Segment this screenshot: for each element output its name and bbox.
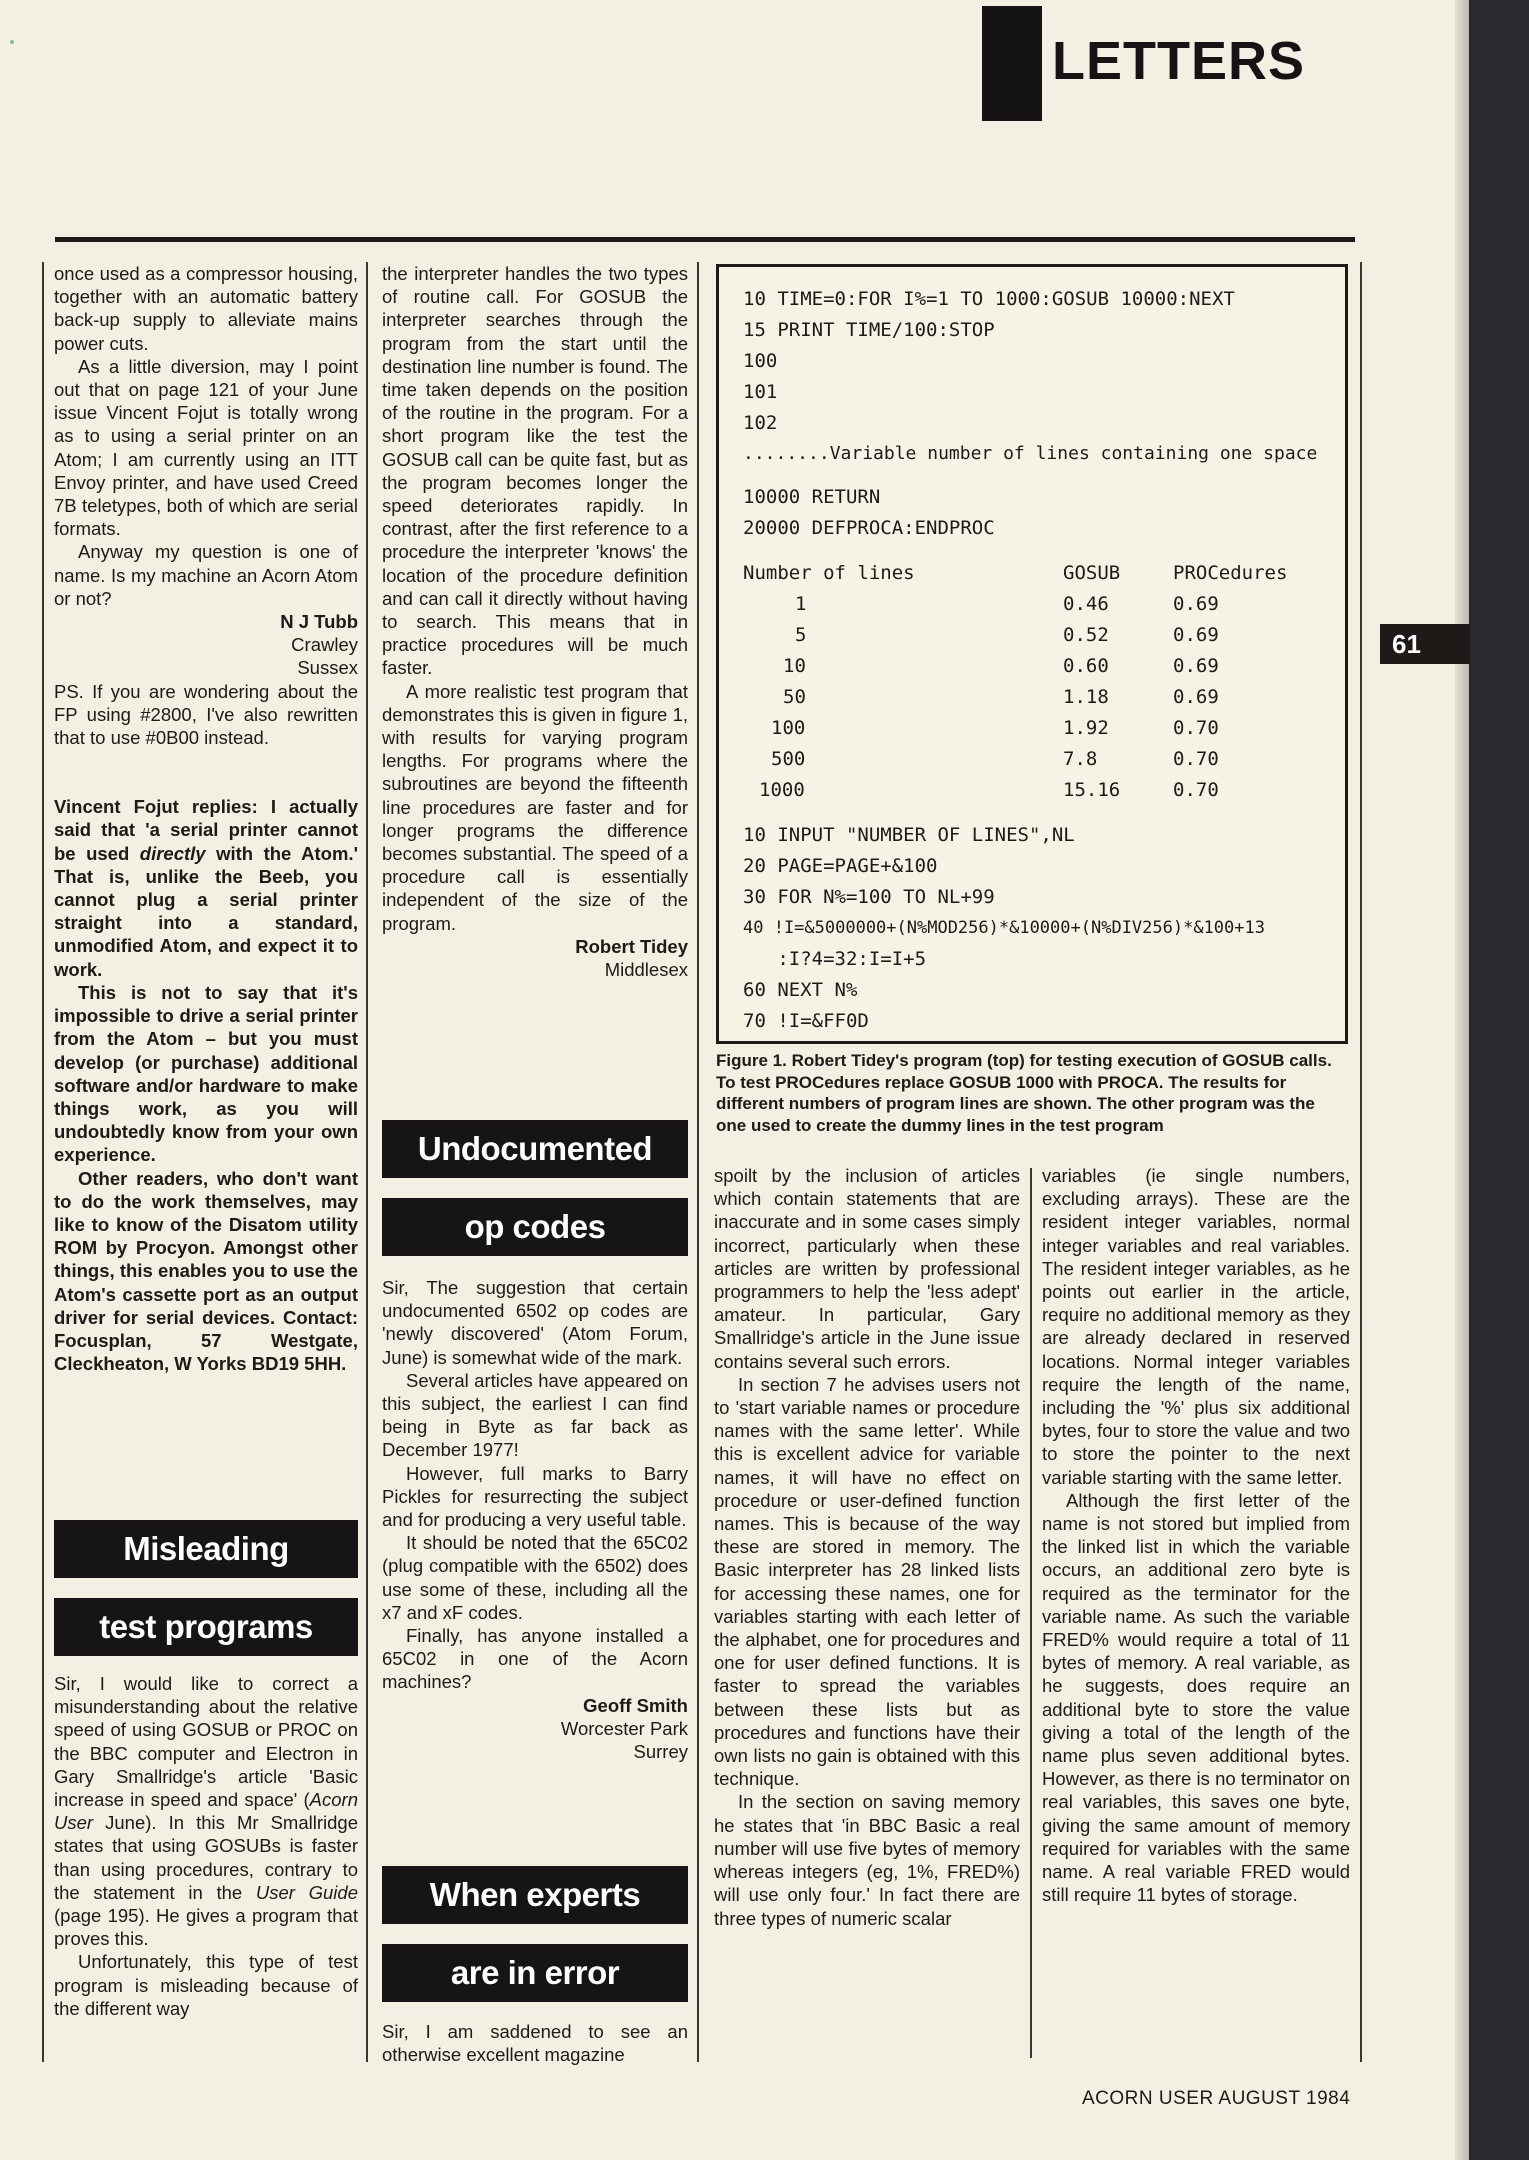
table-row [743,681,1287,712]
code-line: ........Variable number of lines containing one space [743,443,1318,464]
postscript: PS. If you are wondering about the FP using #2800, I've also rewritten that to use #0B00 instead. [54,680,358,749]
code-line: 10000 RETURN [743,486,881,508]
paragraph: Unfortunately, this type of test program is misleading because of the different way [54,1951,358,2019]
page-footer: ACORN USER AUGUST 1984 [1082,2088,1351,2109]
paragraph: variables (ie single numbers, excluding arrays). These are the resident integer variables, normal integer variables and real variables. The resident integer variables, as he points out earlier in the article, require no additional memory as they are already declared in reserved locations. Normal integer variables require the length of the name, including the '%' plus six additional bytes, four to store the value and two to store the pointer to the next variable starting with the same letter. [1042,1165,1350,1488]
page-gutter-shadow [1455,0,1469,2160]
table-cell: 0.70 [1173,747,1219,770]
table-cell: 7.8 [1063,747,1098,770]
table-cell: 0.46 [1063,592,1109,615]
paragraph: However, full marks to Barry Pickles for resurrecting the subject and for producing a very useful table. [382,1462,688,1531]
column-rule [42,262,44,2062]
table-cell: 0.52 [1063,623,1109,646]
table-cell: 10 [783,654,806,677]
code-line: 100 [743,350,778,372]
paragraph: Anyway my question is one of name. Is my machine an Acorn Atom or not? [54,541,358,609]
paragraph: As a little diversion, may I point out that on page 121 of your June issue Vincent Fojut is totally wrong as to using a serial printer on an Atom; I am currently using an ITT Envoy printer, and have used Creed 7B teletypes, both of which are serial formats. [54,355,358,540]
table-cell: 1.92 [1063,716,1109,739]
header-rule [55,237,1355,242]
page-edge [1469,0,1529,2160]
code-line: 30 FOR N%=100 TO NL+99 [743,886,995,908]
table-cell: 1.18 [1063,685,1109,708]
table-row [743,774,1287,805]
table-cell: 15.16 [1063,778,1121,801]
table-cell: 0.69 [1173,623,1219,646]
table-cell: 0.69 [1173,592,1219,615]
paragraph: spoilt by the inclusion of articles which contain statements that are inaccurate and in some cases simply incorrect, particularly when these articles are written by professional programmers to help the 'less adept' amateur. In particular, Gary Smallridge's article in the June issue contains several such errors. [714,1165,1020,1372]
headline-banner: test programs [54,1598,358,1656]
paragraph: A more realistic test program that demonstrates this is given in figure 1, with results for varying program lengths. For programs where the subroutines are beyond the fifteenth line procedures are faster and for longer programs the difference becomes substantial. The speed of a procedure call is essentially independent of the size of the program. [382,680,688,934]
code-line: 60 NEXT N% [743,979,858,1001]
headline-banner: Misleading [54,1520,358,1578]
signature-name: N J Tubb [280,611,358,633]
signature-place: Crawley [291,634,358,656]
table-row [743,712,1287,743]
code-line: 101 [743,381,778,403]
table-cell: 0.70 [1173,716,1219,739]
headline-banner: op codes [382,1198,688,1256]
code-line: 20000 DEFPROCA:ENDPROC [743,517,995,539]
table-cell: 100 [771,716,806,739]
column-4 [1042,1164,1350,1907]
headline-banner: Undocumented [382,1120,688,1178]
code-line: :I?4=32:I=I+5 [743,948,927,970]
code-line: 10 INPUT "NUMBER OF LINES",NL [743,824,1075,846]
paragraph: the interpreter handles the two types of routine call. For GOSUB the interpreter searches through the program from the start until the destination line number is found. The time taken depends on the position of the routine in the program. For a short program like the test the GOSUB call can be quite fast, but as the program becomes longer the speed deteriorates rapidly. In contrast, after the first reference to a procedure the interpreter 'knows' the location of the procedure definition and can call it directly without having to search. This means that in practice procedures will be much faster. [382,263,688,679]
column-rule [1360,262,1362,2062]
code-line: 40 !I=&5000000+(N%MOD256)*&10000+(N%DIV256)*&100+13 [743,918,1265,938]
editor-reply: Other readers, who don't want to do the work themselves, may like to know of the Disatom utility ROM by Procyon. Amongst other things, this enables you to use the Atom's cassette port as an output driver for serial devices. Contact: Focusplan, 57 Westgate, Cleckheaton, W Yorks BD19 5HH. [54,1167,358,1375]
paragraph: In section 7 he advises users not to 'start variable names or procedure names with the same letter'. While this is excellent advice for variable names, it will have no effect on procedure or user-defined function names. This is because of the way these are stored in memory. The Basic interpreter has 28 linked lists for accessing these names, one for variables starting with each letter of the alphabet, one for procedures and one for user defined functions. It is faster to spread the variables between these lists but as procedures and functions have their own lists no gain is obtained with this technique. [714,1373,1020,1790]
editor-reply: Vincent Fojut replies: I actually said that 'a serial printer cannot be used directly with the Atom.' That is, unlike the Beeb, you cannot plug a serial printer straight into a standard, unmodified Atom, and expect it to work. [54,796,358,980]
code-line: 15 PRINT TIME/100:STOP [743,319,995,341]
paragraph: Finally, has anyone installed a 65C02 in one of the Acorn machines? [382,1625,688,1693]
code-line: 70 !I=&FF0D [743,1010,869,1032]
code-line: 20 PAGE=PAGE+&100 [743,855,938,877]
column-rule [697,262,699,2062]
paragraph: Although the first letter of the name is not stored but implied from the linked list in which the variable occurs, an additional zero byte is required as the terminator for the variable name. As such the variable FRED% would require a total of 11 bytes of memory. A real variable, as he suggests, does require an additional byte to store the value giving a total of the length of the name plus seven additional bytes. However, as there is no terminator on real variables, this saves one byte, giving the same amount of memory required for variables with the same name. A real variable FRED would still require 11 bytes of storage. [1042,1489,1350,1906]
results-table [743,557,1287,805]
table-cell: 1 [795,592,807,615]
page-number: 61 [1380,624,1470,664]
headline-banner: When experts [382,1866,688,1924]
section-marker-block [982,6,1042,121]
paragraph: once used as a compressor housing, together with an automatic battery back-up supply to alleviate mains power cuts. [54,263,358,354]
code-line: 10 TIME=0:FOR I%=1 TO 1000:GOSUB 10000:NEXT [743,288,1235,310]
table-cell: 0.70 [1173,778,1219,801]
column-2-middle [382,1276,688,1763]
table-row [743,650,1287,681]
signature-name: Geoff Smith [583,1694,688,1716]
table-row [743,588,1287,619]
signature-name: Robert Tidey [575,935,688,957]
code-line: 102 [743,412,778,434]
program-listing-figure [716,264,1348,1044]
paragraph: Sir, I would like to correct a misunderstanding about the relative speed of using GOSUB or PROC on the BBC computer and Electron in Gary Smallridge's article 'Basic increase in speed and space' (Acorn User June). In this Mr Smallridge states that using GOSUBs is faster than using procedures, contrary to the statement in the User Guide (page 195). He gives a program that proves this. [54,1673,358,1950]
table-cell: 5 [795,623,807,646]
speck [10,40,14,44]
headline-banner: are in error [382,1944,688,2002]
table-cell: 50 [783,685,806,708]
table-row [743,743,1287,774]
column-2-lower [382,2020,688,2066]
signature-place: Sussex [297,657,358,679]
table-header: PROCedures [1173,561,1288,584]
table-header-row [743,557,1287,588]
table-cell: 0.60 [1063,654,1109,677]
editor-reply: This is not to say that it's impossible to drive a serial printer from the Atom – but you must develop (or purchase) additional software and/or hardware to make things work, as you will undoubtedly know from your own experience. [54,981,358,1166]
table-cell: 500 [771,747,806,770]
column-rule [1030,1168,1032,2058]
paragraph: Sir, I am saddened to see an otherwise excellent magazine [382,2021,688,2066]
paragraph: Sir, The suggestion that certain undocumented 6502 op codes are 'newly discovered' (Atom Forum, June) is somewhat wide of the mark. [382,1277,688,1368]
table-cell: 1000 [759,778,805,801]
column-1-lower [54,1672,358,2020]
paragraph: In the section on saving memory he states that 'in BBC Basic a real number will use five bytes of memory whereas integers (eg, 1%, FRED%) will use only four.' In fact there are three types of numeric scalar [714,1791,1020,1929]
section-title: LETTERS [1052,31,1306,91]
signature-place: Surrey [633,1741,688,1763]
paragraph: It should be noted that the 65C02 (plug compatible with the 6502) does use some of these, including all the x7 and xF codes. [382,1532,688,1623]
table-header: GOSUB [1063,561,1121,584]
figure-caption: Figure 1. Robert Tidey's program (top) for testing execution of GOSUB calls. To test PROCedures replace GOSUB 1000 with PROCA. The results for different numbers of program lines are shown. The other program was the one used to create the dummy lines in the test program [716,1051,1332,1135]
table-row [743,619,1287,650]
column-3 [714,1164,1020,1930]
column-2 [382,262,688,981]
paragraph: Several articles have appeared on this subject, the earliest I can find being in Byte as far back as December 1977! [382,1369,688,1461]
signature-place: Middlesex [604,959,688,981]
table-header: Number of lines [743,561,915,584]
column-rule [366,262,368,2062]
column-1 [54,262,358,1375]
table-cell: 0.69 [1173,685,1219,708]
table-cell: 0.69 [1173,654,1219,677]
signature-place: Worcester Park [560,1717,688,1739]
